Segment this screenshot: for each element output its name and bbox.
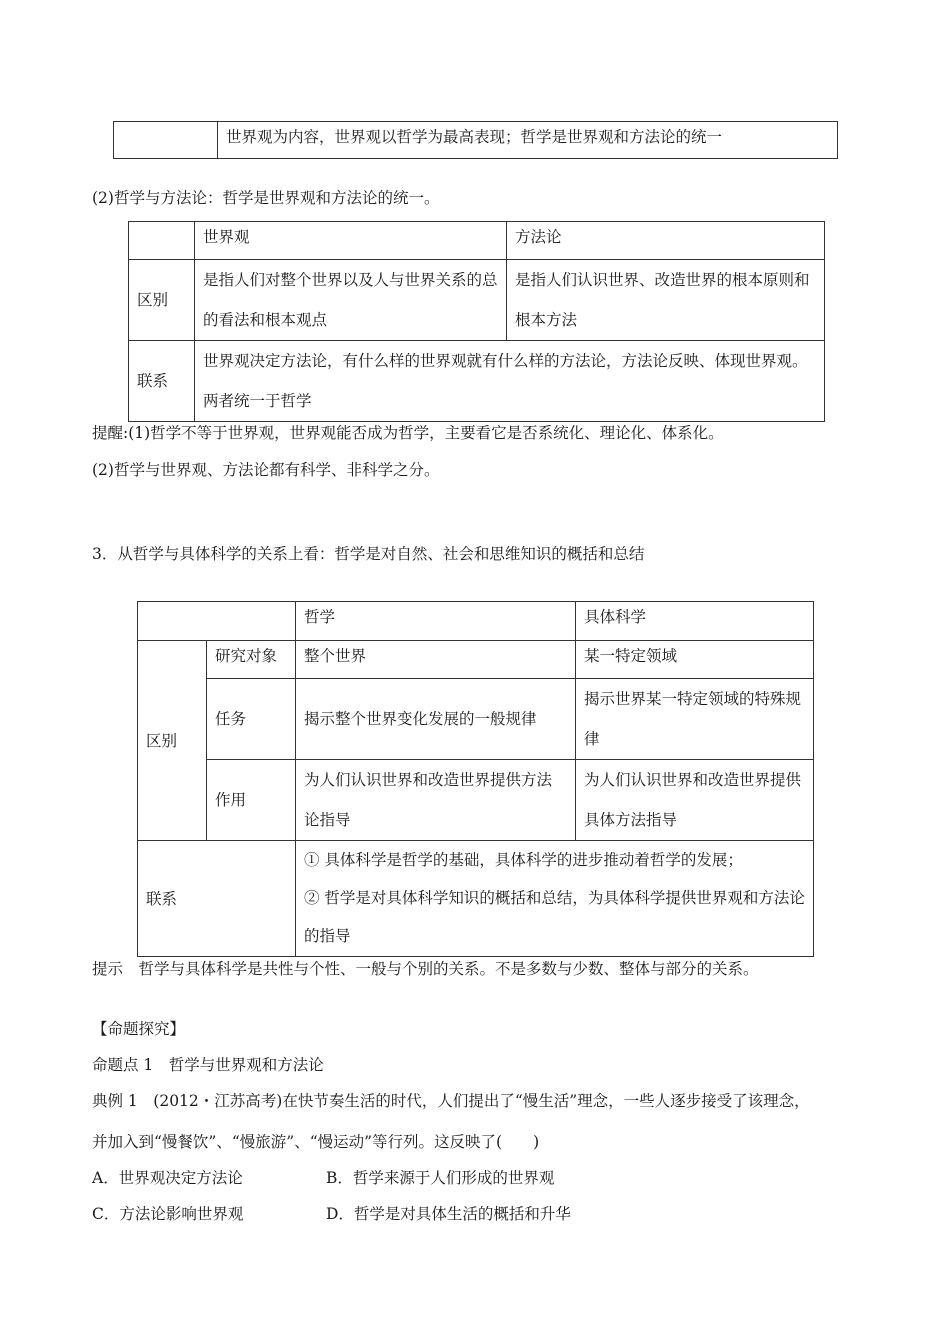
sub-label: 研究对象 [207, 641, 296, 679]
table-row [138, 679, 814, 760]
table-row [129, 341, 825, 422]
example-line-2: 并加入到“慢餐饮”、“慢旅游”、“慢运动”等行列。这反映了( ) [92, 1133, 540, 1151]
option-b: B．哲学来源于人们形成的世界观 [326, 1169, 555, 1187]
option-d: D．哲学是对具体生活的概括和升华 [326, 1205, 571, 1223]
table-row [138, 641, 814, 679]
table-cell [296, 841, 814, 957]
link-point-2: ② 哲学是对具体科学知识的概括和总结，为具体科学提供世界观和方法论的指导 [304, 889, 805, 945]
header-cell [129, 222, 195, 260]
table-continued [113, 121, 838, 159]
header-cell: 具体科学 [576, 602, 814, 641]
row-label: 区别 [129, 260, 195, 341]
header-cell [138, 602, 296, 641]
table-cell: 为人们认识世界和改造世界提供方法论指导 [296, 760, 576, 841]
reminder-2: (2)哲学与世界观、方法论都有科学、非科学之分。 [92, 461, 440, 479]
sub-label: 作用 [207, 760, 296, 841]
table-header-row [138, 602, 814, 641]
option-c: C．方法论影响世界观 [92, 1205, 244, 1223]
table-cell: 是指人们认识世界、改造世界的根本原则和根本方法 [507, 260, 825, 341]
section-heading: (2)哲学与方法论：哲学是世界观和方法论的统一。 [92, 189, 440, 207]
sub-label: 任务 [207, 679, 296, 760]
table-cell: 揭示世界某一特定领域的特殊规律 [576, 679, 814, 760]
worldview-methodology-table [128, 221, 825, 422]
reminder-1: 提醒:(1)哲学不等于世界观，世界观能否成为哲学，主要看它是否系统化、理论化、体系化。 [92, 424, 724, 442]
table-cell-empty [114, 122, 218, 159]
table-cell: 世界观为内容，世界观以哲学为最高表现；哲学是世界观和方法论的统一 [218, 122, 838, 159]
section-heading: 3．从哲学与具体科学的关系上看：哲学是对自然、社会和思维知识的概括和总结 [92, 545, 645, 563]
hint: 提示 哲学与具体科学是共性与个性、一般与个别的关系。不是多数与少数、整体与部分的关系。 [92, 960, 759, 978]
row-label: 联系 [129, 341, 195, 422]
table-cell: 整个世界 [296, 641, 576, 679]
header-cell: 世界观 [195, 222, 507, 260]
table-row [129, 260, 825, 341]
table-cell: 世界观决定方法论，有什么样的世界观就有什么样的方法论，方法论反映、体现世界观。两者统一于哲学 [195, 341, 825, 422]
option-a: A．世界观决定方法论 [92, 1169, 243, 1187]
topic-point: 命题点 1 哲学与世界观和方法论 [92, 1056, 324, 1074]
table-cell: 揭示整个世界变化发展的一般规律 [296, 679, 576, 760]
table-cell: 某一特定领域 [576, 641, 814, 679]
table-header-row [129, 222, 825, 260]
example-line-1: 典例 1 (2012・江苏高考)在快节奏生活的时代，人们提出了“慢生活”理念，一些人逐步接受了该理念， [92, 1092, 810, 1110]
philosophy-science-table [137, 601, 814, 957]
table-row [138, 760, 814, 841]
explore-heading: 【命题探究】 [92, 1020, 186, 1038]
row-label: 区别 [138, 641, 207, 841]
header-cell: 哲学 [296, 602, 576, 641]
row-label: 联系 [138, 841, 296, 957]
table-row [114, 122, 838, 159]
link-point-1: ① 具体科学是哲学的基础，具体科学的进步推动着哲学的发展； [304, 851, 743, 869]
header-cell: 方法论 [507, 222, 825, 260]
table-cell: 为人们认识世界和改造世界提供具体方法指导 [576, 760, 814, 841]
table-cell: 是指人们对整个世界以及人与世界关系的总的看法和根本观点 [195, 260, 507, 341]
table-row [138, 841, 814, 957]
